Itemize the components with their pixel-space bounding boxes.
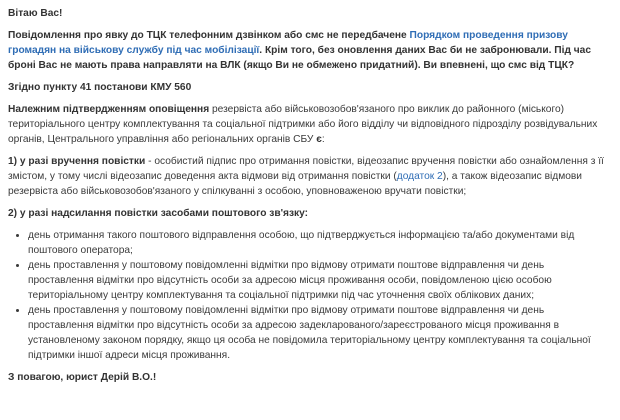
legal-reference: Згідно пункту 41 постанови КМУ 560 xyxy=(8,82,192,93)
appendix-2-link[interactable]: додаток 2 xyxy=(396,171,443,182)
intro-text-1: Повідомлення про явку до ТЦК телефонним дзвінком або смс не передбачене xyxy=(8,30,410,41)
postal-bullets xyxy=(8,228,612,363)
confirmation-paragraph xyxy=(8,102,612,147)
item-1-text: - особистий підпис про отримання повістки, відеозапис вручення повістки або ознайомлення з її змістом, у тому числі відеозапис доведення акта відмови від отримання повістки ( xyxy=(8,156,604,182)
confirmation-colon: : xyxy=(321,134,325,145)
item-1-paragraph xyxy=(8,154,612,199)
intro-paragraph xyxy=(8,28,612,73)
item-2-heading: 2) у разі надсилання повістки засобами поштового зв'язку: xyxy=(8,208,309,219)
confirmation-bold-end: є xyxy=(316,134,322,145)
list-item: • день проставлення у поштовому повідомленні відмітки про відмову отримати поштове відправлення чи день проставлення відмітки про відсутність особи за адресою задекларованого/зареєстрованого місця проживання в установленому законом порядку, якщо ця особа не повідомила територіальному центру комплектування та соціальної підтримки іншої адреси місця проживання. xyxy=(28,303,612,363)
item-1-text-2: ), а також відеозапис відмови резервіста або військовозобов'язаного у спілкуванні з особою, уповноваженою вручати повістки; xyxy=(8,171,582,197)
confirmation-bold: Належним підтвердженням оповіщення xyxy=(8,104,210,115)
list-item: • день проставлення у поштовому повідомленні відмітки про відмову отримати поштове відправлення чи день проставлення відмітки про відсутність особи за адресою місця проживання особи, повідомленою цією особою територіальному центру комплектування та соціальної підтримки під час уточнення своїх облікових даних; xyxy=(28,258,612,303)
mobilization-order-link[interactable]: Порядком проведення призову громадян на військову службу під час мобілізації xyxy=(8,30,568,56)
intro-text-2: . Крім того, без оновлення даних Вас би не забронювали. Під час броні Вас не мають права направляти на ВЛК (якщо Ви не обмежено придатний). Ви впевнені, що смс від ТЦК? xyxy=(8,45,591,71)
signature: З повагою, юрист Дерій В.О.! xyxy=(8,372,157,383)
confirmation-text: резервіста або військовозобов'язаного про виклик до районного (міського) територіального центру комплектування та соціальної підтримки або його відділу чи відповідного підрозділу розвідувальних органів, Центрального управління або регіональних органів СБУ xyxy=(8,104,598,145)
greeting: Вітаю Вас! xyxy=(8,8,63,19)
list-item: • день отримання такого поштового відправлення особою, що підтверджується інформацією та/або документами від поштового оператора; xyxy=(28,228,612,258)
item-1-bold: 1) у разі вручення повістки xyxy=(8,156,146,167)
